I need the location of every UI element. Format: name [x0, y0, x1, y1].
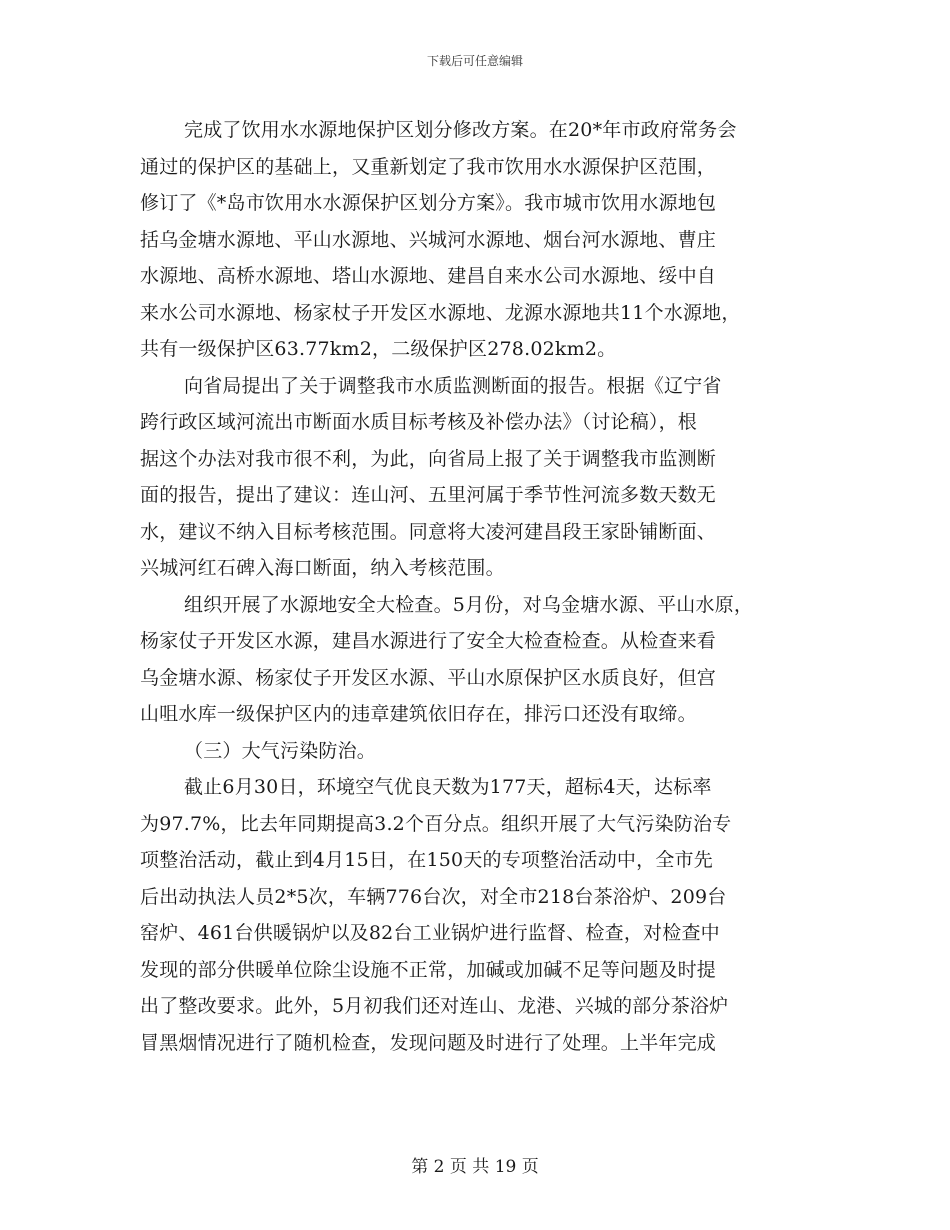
page-number: 第 2 页 共 19 页	[411, 1157, 539, 1177]
page-header-note: 下载后可任意编辑	[426, 54, 523, 68]
text-line: 向省局提出了关于调整我市水质监测断面的报告。根据《辽宁省	[184, 374, 722, 397]
text-line: 冒黑烟情况进行了随机检查，发现问题及时进行了处理。上半年完成	[140, 1031, 717, 1054]
section-heading: （三）大气污染防治。	[184, 739, 377, 762]
text-line: 修订了《*岛市饮用水水源保护区划分方案》。我市城市饮用水源地包	[140, 192, 717, 214]
text-line: 水，建议不纳入目标考核范围。同意将大凌河建昌段王家卧铺断面、	[140, 520, 717, 543]
text-line: 乌金塘水源、杨家仗子开发区水源、平山水原保护区水质良好，但宫	[140, 666, 717, 689]
text-line: 水源地、高桥水源地、塔山水源地、建昌自来水公司水源地、绥中自	[140, 265, 717, 287]
text-line: 窑炉、461台供暖锅炉以及82台工业锅炉进行监督、检查，对检查中	[140, 922, 720, 944]
text-line: 发现的部分供暖单位除尘设施不正常，加碱或加碱不足等问题及时提	[140, 958, 717, 981]
text-line: 出了整改要求。此外，5月初我们还对连山、龙港、兴城的部分茶浴炉	[140, 995, 729, 1017]
text-line: 山咀水库一级保护区内的违章建筑依旧存在，排污口还没有取缔。	[140, 703, 697, 725]
text-line: 组织开展了水源地安全大检查。5月份，对乌金塘水源、平山水原，	[184, 593, 754, 616]
text-line: 通过的保护区的基础上，又重新划定了我市饮用水水源保护区范围，	[140, 155, 717, 178]
text-line: 兴城河红石碑入海口断面，纳入考核范围。	[140, 557, 505, 579]
text-line: 共有一级保护区63.77km2，二级保护区278.02km2。	[140, 338, 617, 360]
text-line: 来水公司水源地、杨家杖子开发区水源地、龙源水源地共11个水源地，	[140, 301, 741, 324]
text-line: 截止6月30日，环境空气优良天数为177天，超标4天，达标率	[184, 776, 712, 798]
text-line: 完成了饮用水水源地保护区划分修改方案。在20*年市政府常务会	[184, 119, 737, 141]
text-line: 据这个办法对我市很不利，为此，向省局上报了关于调整我市监测断	[140, 447, 717, 470]
text-line: 后出动执法人员2*5次，车辆776台次，对全市218台茶浴炉、209台	[140, 885, 727, 908]
text-line: 面的报告，提出了建议：连山河、五里河属于季节性河流多数天数无	[140, 484, 717, 506]
document-body	[140, 112, 820, 1061]
text-line: 项整治活动，截止到4月15日，在150天的专项整治活动中，全市先	[140, 849, 713, 871]
text-line: 杨家仗子开发区水源，建昌水源进行了安全大检查检查。从检查来看	[140, 630, 717, 652]
text-line: 为97.7%，比去年同期提高3.2个百分点。组织开展了大气污染防治专	[140, 812, 732, 835]
text-line: 括乌金塘水源地、平山水源地、兴城河水源地、烟台河水源地、曹庄	[140, 228, 717, 251]
text-line: 跨行政区域河流出市断面水质目标考核及补偿办法》（讨论稿），根	[140, 411, 698, 433]
